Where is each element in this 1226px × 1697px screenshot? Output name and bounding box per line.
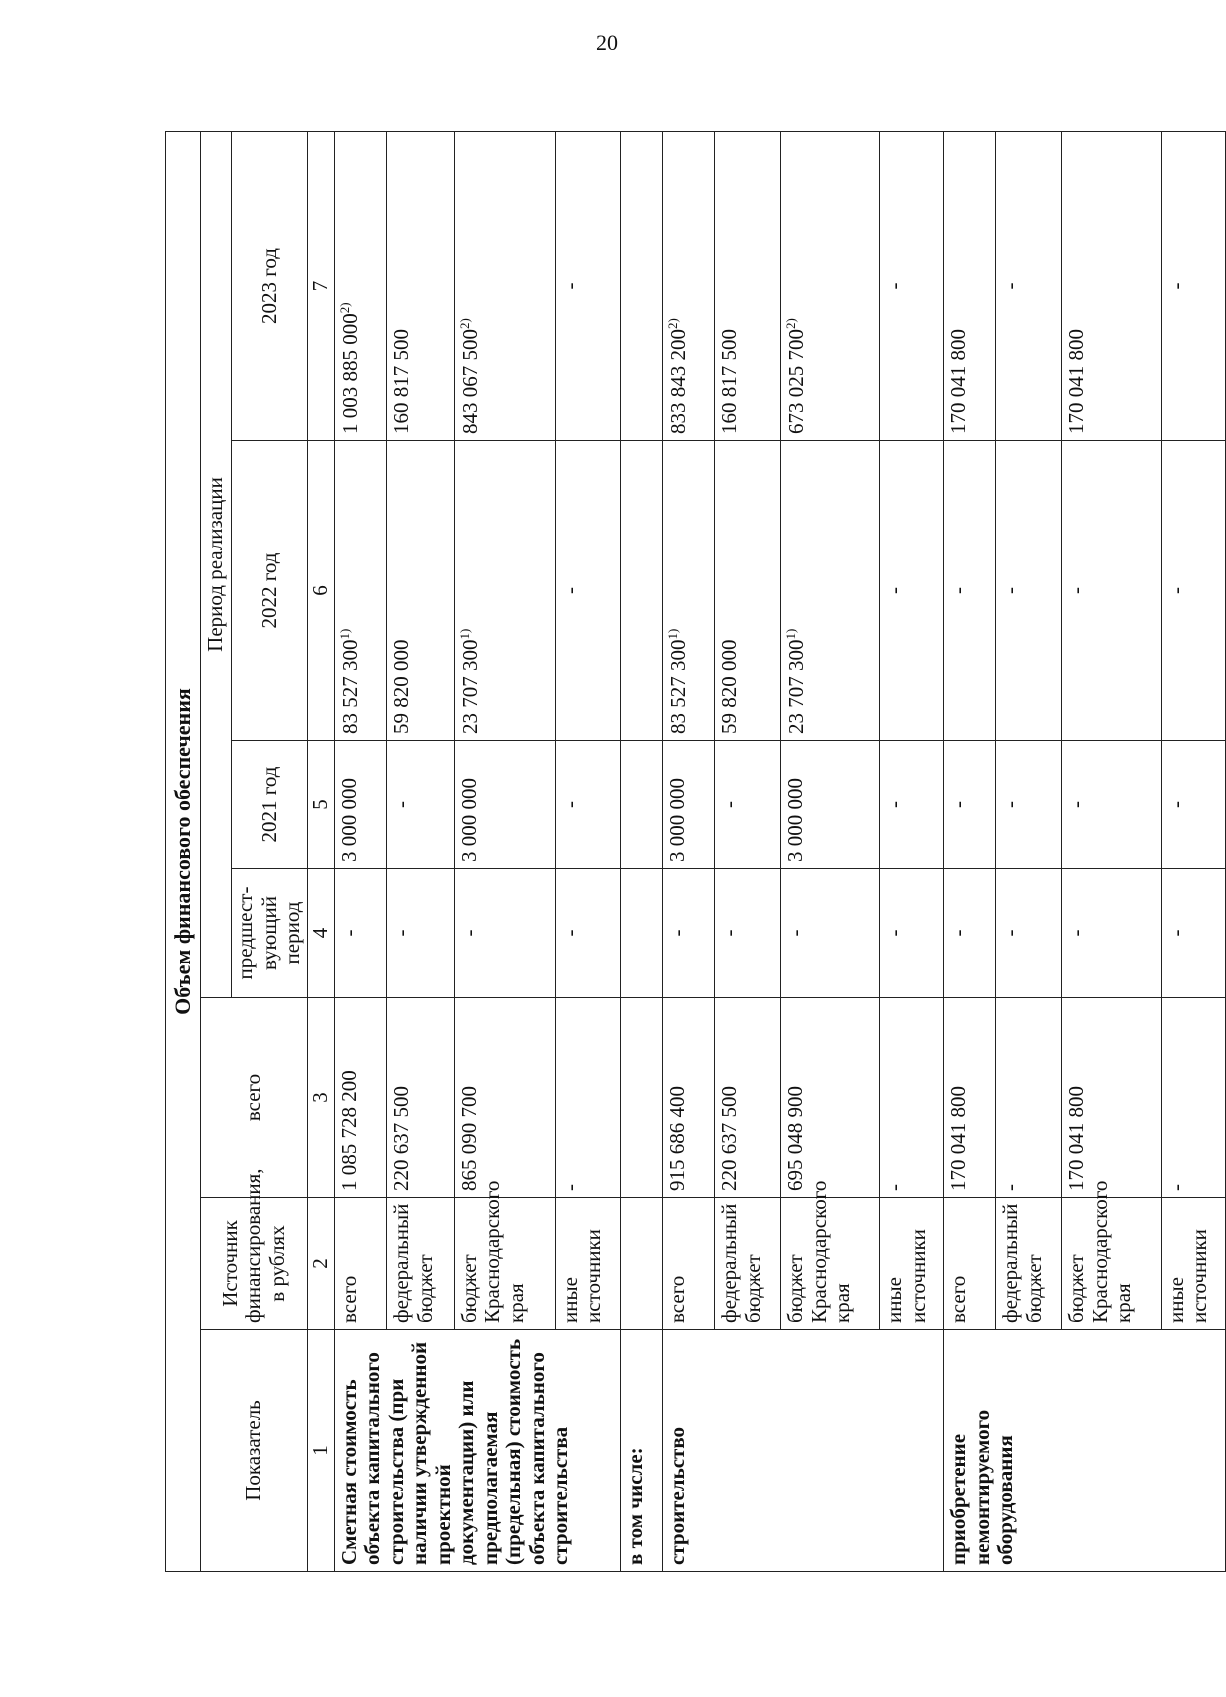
total-cell xyxy=(454,998,555,1198)
y2023-cell xyxy=(334,132,387,441)
total-cell xyxy=(555,998,620,1198)
table-row xyxy=(334,132,387,1572)
prev-period-cell-value: - xyxy=(456,929,481,937)
source-cell: иные источники xyxy=(555,1198,620,1330)
y2021-cell-value: 3 000 000 xyxy=(665,778,690,862)
y2023-cell xyxy=(1062,132,1161,441)
in-total-label: в том числе: xyxy=(620,1330,663,1572)
header-prev-period: предшест-вующий период xyxy=(232,869,308,998)
y2023-cell xyxy=(454,132,555,441)
y2022-cell xyxy=(663,441,715,741)
prev-period-cell-value: - xyxy=(717,929,742,937)
footnote-mark: 1) xyxy=(783,628,799,640)
financing-table xyxy=(165,131,1226,1572)
prev-period-cell-value: - xyxy=(557,929,582,937)
prev-period-cell-value: - xyxy=(665,929,690,937)
column-number: 3 xyxy=(307,998,334,1198)
rotated-table-wrapper xyxy=(165,132,1212,1572)
total-cell xyxy=(781,998,880,1198)
total-cell xyxy=(387,998,454,1198)
y2022-cell xyxy=(1161,441,1225,741)
y2023-cell xyxy=(715,132,781,441)
y2021-cell xyxy=(454,741,555,869)
y2021-cell-value: - xyxy=(389,801,414,808)
y2023-cell-value: 160 817 500 xyxy=(717,329,742,434)
y2022-cell xyxy=(715,441,781,741)
source-cell: всего xyxy=(663,1198,715,1330)
header-period-group: Период реализации xyxy=(201,132,232,998)
prev-period-cell xyxy=(454,869,555,998)
source-cell: федеральный бюджет xyxy=(387,1198,454,1330)
empty-cell xyxy=(620,741,663,869)
empty-cell xyxy=(620,869,663,998)
column-number: 2 xyxy=(307,1198,334,1330)
y2022-cell xyxy=(781,441,880,741)
total-cell-value: 220 637 500 xyxy=(717,1086,742,1191)
y2021-cell xyxy=(334,741,387,869)
column-number: 7 xyxy=(307,132,334,441)
y2022-cell-value: - xyxy=(557,587,582,594)
total-cell-value: 915 686 400 xyxy=(665,1086,690,1191)
source-cell: бюджет Краснодарского края xyxy=(454,1198,555,1330)
header-2021: 2021 год xyxy=(232,741,308,869)
total-cell-value: 170 041 800 xyxy=(1064,1086,1089,1191)
total-cell-value: 695 048 900 xyxy=(783,1086,808,1191)
y2023-cell-value: 833 843 200 xyxy=(666,329,691,434)
prev-period-cell-value: - xyxy=(389,929,414,937)
footnote-mark: 2) xyxy=(456,318,472,329)
y2021-cell-value: - xyxy=(1064,801,1089,808)
total-cell xyxy=(715,998,781,1198)
table-title: Объем финансового обеспечения xyxy=(166,132,201,1572)
y2021-cell xyxy=(944,741,996,869)
y2023-cell xyxy=(555,132,620,441)
page-number: 20 xyxy=(596,30,618,55)
y2022-cell xyxy=(387,441,454,741)
y2023-cell-value: - xyxy=(998,282,1023,290)
y2022-cell xyxy=(334,441,387,741)
y2023-cell-value: 170 041 800 xyxy=(946,329,971,434)
header-total: всего xyxy=(201,998,308,1198)
y2022-cell-value: - xyxy=(946,587,971,594)
y2021-cell-value: 3 000 000 xyxy=(456,778,481,862)
y2021-cell xyxy=(1161,741,1225,869)
prev-period-cell xyxy=(781,869,880,998)
total-cell-value: 1 085 728 200 xyxy=(336,1070,361,1191)
empty-cell xyxy=(620,132,663,441)
y2023-cell-value: 160 817 500 xyxy=(389,329,414,434)
header-indicator: Показатель xyxy=(201,1330,308,1572)
y2021-cell xyxy=(663,741,715,869)
indicator-cell: строительство xyxy=(663,1330,944,1572)
y2021-cell-value: - xyxy=(998,801,1023,808)
y2023-cell-value: 843 067 500 xyxy=(457,329,482,434)
footnote-mark: 2) xyxy=(336,302,352,314)
y2022-cell xyxy=(944,441,996,741)
prev-period-cell-value: - xyxy=(783,929,808,937)
footnote-mark: 1) xyxy=(336,628,352,640)
y2022-cell-value: 23 707 300 xyxy=(784,639,809,734)
source-cell: иные источники xyxy=(880,1198,944,1330)
indicator-cell: приобретение немонтируемого оборудования xyxy=(944,1330,1225,1572)
y2022-cell-value: 23 707 300 xyxy=(457,639,482,734)
prev-period-cell-value: - xyxy=(946,929,971,937)
y2021-cell-value: - xyxy=(882,801,907,808)
indicator-cell: Сметная стоимость объекта капитального строительства (при наличии утвержденной проектной документации) или предполагаемая (предельная) стоимость объекта капитального строительства xyxy=(334,1330,620,1572)
column-number: 4 xyxy=(307,869,334,998)
table-row xyxy=(663,132,715,1572)
total-cell-value: - xyxy=(1163,1184,1188,1191)
prev-period-cell-value: - xyxy=(998,929,1023,937)
y2021-cell xyxy=(555,741,620,869)
prev-period-cell-value: - xyxy=(1163,929,1188,937)
y2023-cell-value: - xyxy=(557,282,582,290)
table-header xyxy=(166,132,335,1572)
source-cell: иные источники xyxy=(1161,1198,1225,1330)
total-cell-value: 220 637 500 xyxy=(389,1086,414,1191)
prev-period-cell xyxy=(387,869,454,998)
y2022-cell-value: - xyxy=(998,587,1023,594)
source-cell: федеральный бюджет xyxy=(996,1198,1062,1330)
header-source: Источник финансирования, в рублях xyxy=(201,1198,308,1330)
header-2022: 2022 год xyxy=(232,441,308,741)
source-cell: бюджет Краснодарского края xyxy=(1062,1198,1161,1330)
prev-period-cell xyxy=(663,869,715,998)
y2021-cell xyxy=(880,741,944,869)
empty-cell xyxy=(620,441,663,741)
column-number: 5 xyxy=(307,741,334,869)
prev-period-cell-value: - xyxy=(882,929,907,937)
y2023-cell xyxy=(387,132,454,441)
total-cell-value: 170 041 800 xyxy=(946,1086,971,1191)
y2021-cell xyxy=(996,741,1062,869)
source-cell: всего xyxy=(334,1198,387,1330)
y2022-cell-value: - xyxy=(1163,587,1188,594)
y2023-cell xyxy=(663,132,715,441)
table-body xyxy=(334,132,1225,1572)
y2023-cell-value: 170 041 800 xyxy=(1064,329,1089,434)
source-cell: бюджет Краснодарского края xyxy=(781,1198,880,1330)
y2022-cell-value: 83 527 300 xyxy=(666,639,691,734)
y2021-cell-value: - xyxy=(557,801,582,808)
column-number: 6 xyxy=(307,441,334,741)
y2023-cell xyxy=(944,132,996,441)
y2023-cell-value: - xyxy=(1163,282,1188,290)
y2022-cell xyxy=(555,441,620,741)
y2021-cell-value: - xyxy=(946,801,971,808)
table-row xyxy=(944,132,996,1572)
prev-period-cell-value: - xyxy=(336,929,361,937)
subtotal-label-row xyxy=(620,132,663,1572)
y2021-cell xyxy=(715,741,781,869)
y2022-cell xyxy=(454,441,555,741)
y2023-cell xyxy=(996,132,1062,441)
empty-cell xyxy=(620,998,663,1198)
column-number: 1 xyxy=(307,1330,334,1572)
source-cell: всего xyxy=(944,1198,996,1330)
empty-cell xyxy=(620,1198,663,1330)
footnote-mark: 1) xyxy=(665,628,681,640)
y2023-cell xyxy=(880,132,944,441)
footnote-mark: 2) xyxy=(783,318,799,329)
y2022-cell xyxy=(880,441,944,741)
y2022-cell-value: - xyxy=(882,587,907,594)
y2021-cell xyxy=(1062,741,1161,869)
prev-period-cell xyxy=(1161,869,1225,998)
total-cell xyxy=(944,998,996,1198)
y2021-cell xyxy=(781,741,880,869)
prev-period-cell xyxy=(715,869,781,998)
y2021-cell-value: - xyxy=(1163,801,1188,808)
total-cell xyxy=(1062,998,1161,1198)
prev-period-cell xyxy=(1062,869,1161,998)
prev-period-cell xyxy=(944,869,996,998)
total-cell-value: - xyxy=(882,1184,907,1191)
prev-period-cell-value: - xyxy=(1064,929,1089,937)
total-cell-value: 865 090 700 xyxy=(456,1086,481,1191)
source-cell: федеральный бюджет xyxy=(715,1198,781,1330)
y2021-cell-value: 3 000 000 xyxy=(336,778,361,862)
y2022-cell-value: 59 820 000 xyxy=(389,639,414,734)
total-cell xyxy=(996,998,1062,1198)
prev-period-cell xyxy=(996,869,1062,998)
y2022-cell-value: 83 527 300 xyxy=(337,639,362,734)
header-2023: 2023 год xyxy=(232,132,308,441)
y2021-cell-value: - xyxy=(717,801,742,808)
total-cell xyxy=(334,998,387,1198)
y2021-cell xyxy=(387,741,454,869)
y2023-cell-value: 673 025 700 xyxy=(784,329,809,434)
y2023-cell-value: - xyxy=(882,282,907,290)
footnote-mark: 2) xyxy=(665,318,681,329)
total-cell xyxy=(1161,998,1225,1198)
y2022-cell xyxy=(996,441,1062,741)
total-cell-value: - xyxy=(998,1184,1023,1191)
total-cell-value: - xyxy=(557,1184,582,1191)
y2021-cell-value: 3 000 000 xyxy=(783,778,808,862)
y2023-cell xyxy=(1161,132,1225,441)
y2023-cell xyxy=(781,132,880,441)
prev-period-cell xyxy=(334,869,387,998)
total-cell xyxy=(663,998,715,1198)
prev-period-cell xyxy=(555,869,620,998)
prev-period-cell xyxy=(880,869,944,998)
y2022-cell xyxy=(1062,441,1161,741)
footnote-mark: 1) xyxy=(456,628,472,640)
y2023-cell-value: 1 003 885 000 xyxy=(337,313,362,434)
total-cell xyxy=(880,998,944,1198)
y2022-cell-value: - xyxy=(1064,587,1089,594)
column-number-row xyxy=(307,132,334,1572)
y2022-cell-value: 59 820 000 xyxy=(717,639,742,734)
